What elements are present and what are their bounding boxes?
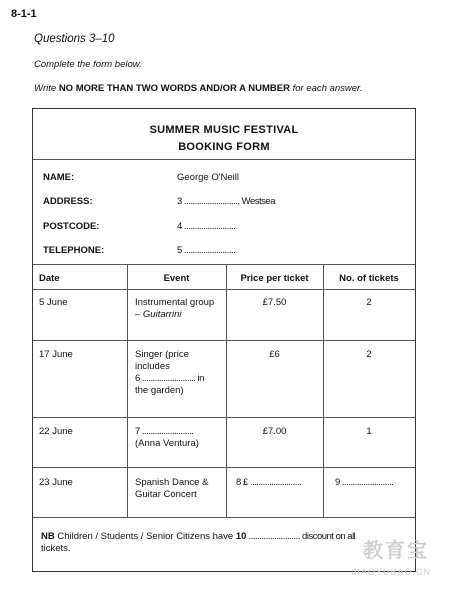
booking-form: [32, 108, 416, 572]
row1-event-line1: Instrumental group: [135, 297, 215, 308]
discount-note-line2: tickets.: [41, 543, 71, 554]
col-header-price: Price per ticket: [240, 273, 309, 284]
row3-price: £7.00: [262, 426, 287, 437]
col-header-date: Date: [39, 273, 60, 284]
row2-event-line1: Singer (price: [135, 349, 189, 360]
name-label: NAME:: [43, 172, 75, 183]
table-header-line: [33, 289, 415, 290]
name-value: George O'Neill: [177, 172, 240, 183]
row4-price: 8 £ ........................: [236, 477, 302, 488]
row2-date: 17 June: [39, 349, 73, 360]
row2-event-line4: the garden): [135, 385, 184, 396]
row4-tickets: 9 ........................: [335, 477, 394, 488]
row3-tickets: 1: [366, 426, 372, 437]
row-line: [33, 340, 415, 341]
row-line: [33, 467, 415, 468]
address-value: 3 ........................., Westsea: [177, 196, 275, 207]
watermark-logo: 教育宝: [363, 540, 429, 562]
col-header-event: Event: [163, 273, 190, 284]
row1-date: 5 June: [39, 297, 68, 308]
row1-price: £7.50: [262, 297, 287, 308]
form-title-line2: BOOKING FORM: [178, 141, 270, 153]
row2-price: £6: [269, 349, 280, 360]
row2-event-line2: includes: [135, 361, 170, 372]
telephone-label: TELEPHONE:: [43, 245, 105, 256]
row4-event-line1: Spanish Dance &: [135, 477, 209, 488]
row3-event-line1: 7 ........................: [135, 426, 194, 437]
row3-date: 22 June: [39, 426, 73, 437]
row1-event-line2: – Guitarrini: [135, 309, 182, 320]
row-line: [33, 517, 415, 518]
telephone-value: 5 ........................: [177, 245, 236, 256]
postcode-value: 4 ........................: [177, 221, 236, 232]
row4-date: 23 June: [39, 477, 73, 488]
table-top-line: [33, 264, 415, 265]
row4-event-line2: Guitar Concert: [135, 489, 197, 500]
row1-tickets: 2: [366, 297, 372, 308]
instruction-complete: Complete the form below.: [34, 59, 142, 70]
col-line: [127, 264, 128, 517]
col-header-tickets: No. of tickets: [339, 273, 399, 284]
postcode-label: POSTCODE:: [43, 221, 100, 232]
instruction-word-limit: Write NO MORE THAN TWO WORDS AND/OR A NUMBER for each answer.: [34, 83, 363, 94]
row3-event-line2: (Anna Ventura): [135, 438, 199, 449]
row2-tickets: 2: [366, 349, 372, 360]
form-title-line1: SUMMER MUSIC FESTIVAL: [149, 124, 299, 136]
row2-event-line3: 6 ......................... in: [135, 373, 204, 384]
divider: [33, 159, 415, 160]
row-line: [33, 417, 415, 418]
page-code: 8-1-1: [11, 8, 37, 20]
discount-note: NB Children / Students / Senior Citizens have 10 ........................ discount on all: [41, 531, 356, 542]
questions-heading: Questions 3–10: [34, 33, 115, 45]
address-label: ADDRESS:: [43, 196, 93, 207]
watermark-url: JIAOYUBAO.CN: [351, 567, 431, 577]
